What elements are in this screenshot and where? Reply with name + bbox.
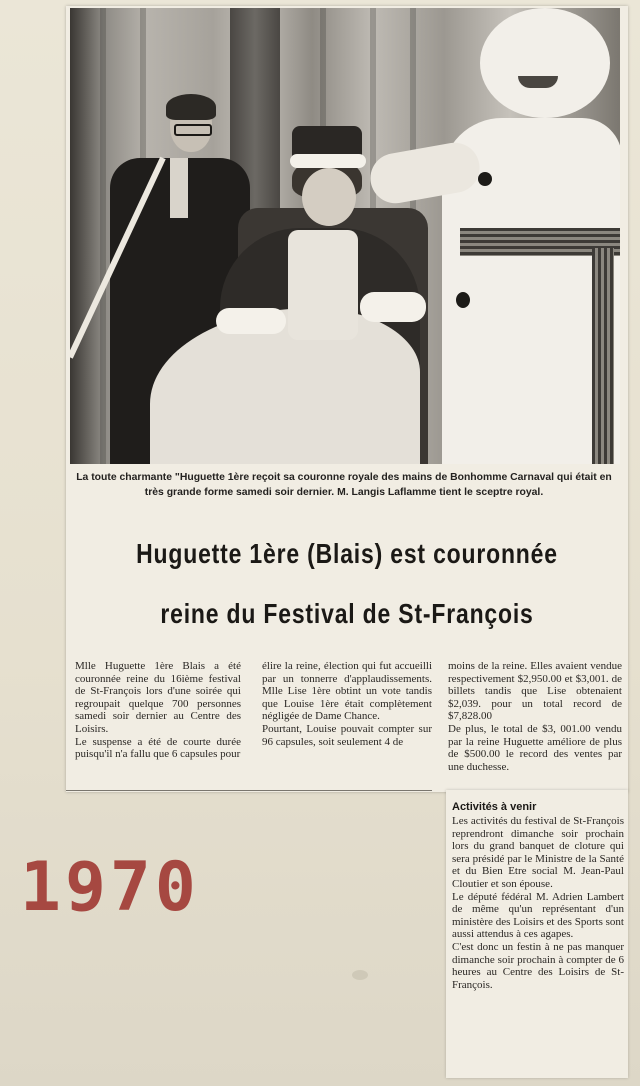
queen-bodice xyxy=(288,230,358,340)
man-hair xyxy=(166,94,216,120)
headline-line-2: reine du Festival de St-François xyxy=(160,598,534,629)
article-column-3: moins de la reine. Elles avaient vendue respectivement $2,950.00 et $3,001. de billets tandis que Lise obtenaient $2,039. pour un total record de $7,828.00 De plus, le total de $3, 001.00 vendu par la reine Huguette améliore de plus de $500.00 le record des ventes par une duchesse. xyxy=(448,660,622,773)
crown-fur xyxy=(290,154,366,168)
article-column-1: Mlle Huguette 1ère Blais a été couronnée reine du 16ième festival de St-François lors d'une soirée qui regroupait quelque 700 personnes samedi soir dernier au Centre des Loisirs. Le suspense a été de courte durée puisqu'il n'a fallu que 6 capsules pour xyxy=(75,660,241,761)
bonhomme-button xyxy=(456,292,470,308)
man-shirt xyxy=(170,158,188,218)
queen-face xyxy=(302,168,356,226)
bonhomme-button xyxy=(478,172,492,186)
bonhomme-head xyxy=(480,8,610,118)
glasses xyxy=(174,124,212,136)
column-divider xyxy=(66,790,432,791)
stamped-year: 1970 xyxy=(20,848,200,927)
headline-line-1: Huguette 1ère (Blais) est couronnée xyxy=(136,538,558,569)
smudge xyxy=(352,970,368,980)
fur-trim xyxy=(216,308,286,334)
arrow-sash-tail xyxy=(592,248,614,464)
fur-trim xyxy=(360,292,426,322)
photo-caption: La toute charmante "Huguette 1ère reçoit sa couronne royale des mains de Bonhomme Carnaval qui était en très grande forme samedi soir dernier. M. Langis Laflamme tient le sceptre royal. xyxy=(76,472,612,498)
coronation-photo xyxy=(70,8,620,464)
bonhomme-mouth xyxy=(518,76,558,88)
section-subhead: Activités à venir xyxy=(452,801,537,813)
article-column-4: Les activités du festival de St-François reprendront dimanche soir prochain lors du grand banquet de cloture qui sera présidé par le Ministre de la Santé et du Bien Etre social M. Jean-Paul Cloutier et son épouse. Le député fédéral M. Adrien Lambert de même qu'un représentant d'un ministère des Loisirs et des Sports sont aussi attendus à ces agapes. C'est donc un festin à ne pas manquer dimanche soir prochain à compter de 6 heures au Centre des Loisirs de St-François. xyxy=(452,815,624,991)
article-column-2: élire la reine, élection qui fut accueilli par un tonnerre d'applaudissements. Mlle Lise 1ère obtint un vote tandis que Louise 1ère était complètement négligée de Dame Chance. Pourtant, Louise pouvait compter sur 96 capsules, soit seulement 4 de xyxy=(262,660,432,748)
